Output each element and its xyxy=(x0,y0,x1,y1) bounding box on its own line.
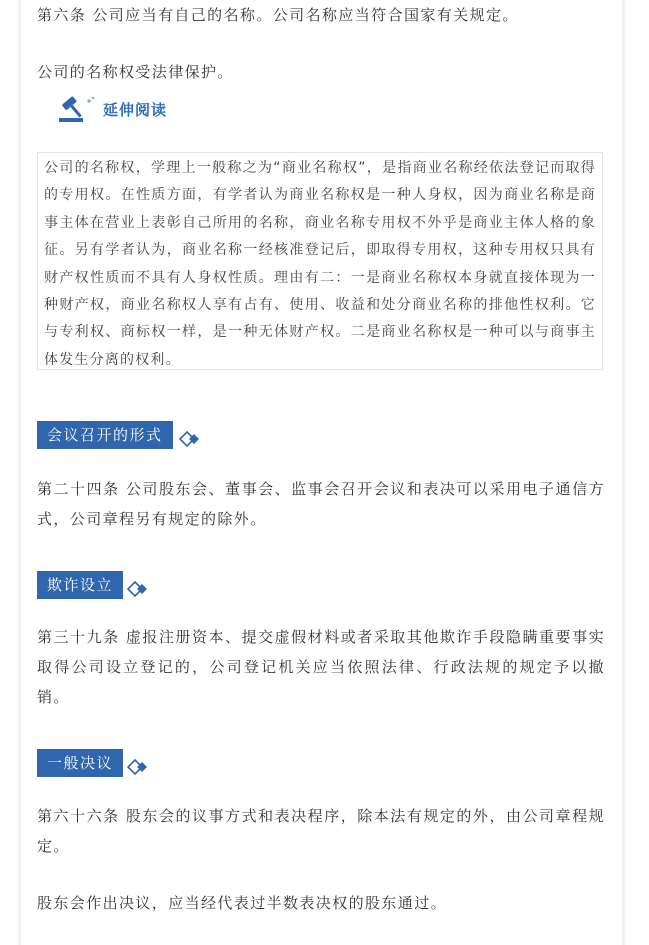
article-39-paragraph: 第三十九条 虚报注册资本、提交虚假材料或者采取其他欺诈手段隐瞒重要事实取得公司设立登记的，公司登记机关应当依照法律、行政法规的规定予以撤销。 xyxy=(37,628,605,706)
article-24-paragraph: 第二十四条 公司股东会、董事会、监事会召开会议和表决可以采用电子通信方式，公司章程另有规定的除外。 xyxy=(37,480,605,528)
section-heading-general-resolution xyxy=(37,749,123,779)
section-heading-fraud xyxy=(37,571,123,601)
diamond-icon xyxy=(127,581,151,597)
gavel-icon xyxy=(55,92,101,126)
section-heading-meeting-form xyxy=(37,421,173,451)
page-frame-right xyxy=(622,0,625,945)
read-more-label: 延伸阅读 xyxy=(103,101,168,119)
read-more-box[interactable] xyxy=(37,152,603,370)
read-more-header xyxy=(55,92,205,126)
article-66-paragraph-2: 股东会作出决议，应当经代表过半数表决权的股东通过。 xyxy=(37,894,448,912)
article-6-paragraph-2: 公司的名称权受法律保护。 xyxy=(37,63,234,81)
read-more-text: 公司的名称权，学理上一般称之为“商业名称权”，是指商业名称经依法登记而取得的专用权。在性质方面，有学者认为商业名称权是一种人身权，因为商业名称是商事主体在营业上表彰自己所用的名称，商业名称专用权不外乎是商业主体人格的象征。另有学者认为，商业名称一经核准登记后，即取得专用权，这种专用权只具有财产权性质而不具有人身权性质。理由有二：一是商业名称权本身就直接体现为一种财产权，商业名称权人享有占有、使用、收益和处分商业名称的排他性权利。它与专利权、商标权一样，是一种无体财产权。二是商业名称权是一种可以与商事主体发生分离的权利。 xyxy=(44,160,596,368)
page-frame-left xyxy=(18,0,21,945)
section-heading-label: 会议召开的形式 xyxy=(37,421,173,449)
diamond-icon xyxy=(179,431,203,447)
article-6-paragraph: 第六条 公司应当有自己的名称。公司名称应当符合国家有关规定。 xyxy=(37,6,519,24)
article-66-paragraph: 第六十六条 股东会的议事方式和表决程序，除本法有规定的外，由公司章程规定。 xyxy=(37,807,605,855)
section-heading-label: 欺诈设立 xyxy=(37,571,123,599)
section-heading-label: 一般决议 xyxy=(37,749,123,777)
diamond-icon xyxy=(127,759,151,775)
